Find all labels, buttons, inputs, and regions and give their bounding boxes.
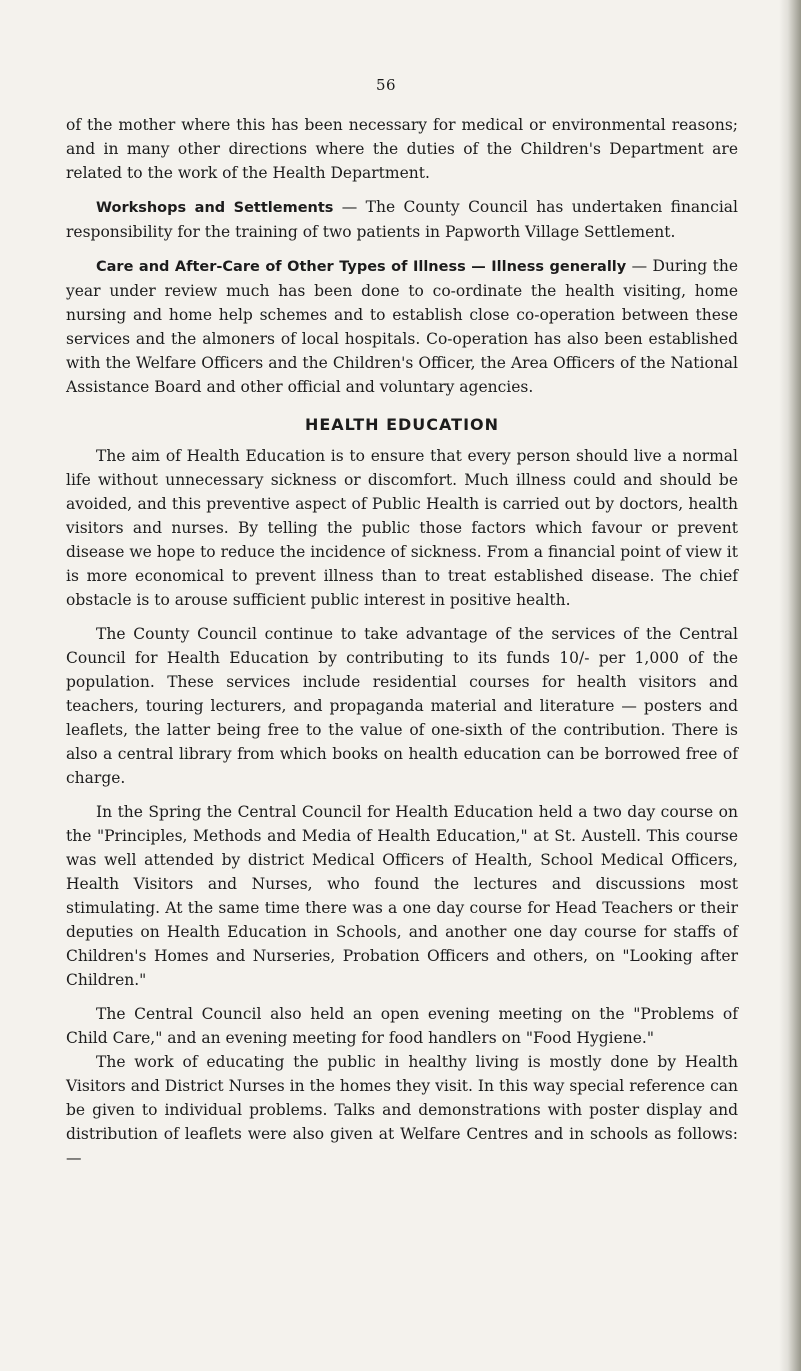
paragraph-heading-workshops: Workshops and Settlements xyxy=(96,200,334,216)
paragraph-continuation: of the mother where this has been necessary for medical or environmental reasons; and in many other directions where the duties of the Children's Department are related to the work of the Health Department. xyxy=(66,116,738,182)
paragraph-evening-meeting: The Central Council also held an open evening meeting on the "Problems of Child Care," and an evening meeting for food handlers on "Food Hygiene." xyxy=(66,1005,738,1047)
section-title: HEALTH EDUCATION xyxy=(304,415,500,434)
paragraph-aim: The aim of Health Education is to ensure that every person should live a normal life without unnecessary sickness or discomfort. Much illness could and should be avoided, and this preventive aspect of Public Health is carried out by doctors, health visitors and nurses. By telling the public those factors which favour or prevent disease we hope to reduce the incidence of sickness. From a financial point of view it is more economical to prevent illness than to treat established disease. The chief obstacle is to arouse sufficient public interest in positive health. xyxy=(66,447,738,609)
document-body xyxy=(66,113,738,1170)
paragraph-spring-course: In the Spring the Central Council for Health Education held a two day course on the "Principles, Methods and Media of Health Education," at St. Austell. This course was well attended by district Medical Officers of Health, School Medical Officers, Health Visitors and Nurses, who found the lectures and discussions most stimulating. At the same time there was a one day course for Head Teachers or their deputies on Health Education in Schools, and another one day course for staffs of Children's Homes and Nurseries, Probation Officers and others, on "Looking after Children." xyxy=(66,803,738,989)
paragraph-care xyxy=(66,254,738,399)
paragraph-body-care: — During the year under review much has been done to co-ordinate the health visiting, home nursing and home help schemes and to establish close co-operation between these services and the almoners of local hospitals. Co-operation has also been established with the Welfare Officers and the Children's Officer, the Area Officers of the National Assistance Board and other official and voluntary agencies. xyxy=(66,257,738,396)
paragraph-county-council: The County Council continue to take advantage of the services of the Central Council for Health Education by contributing to its funds 10/- per 1,000 of the population. These services include residential courses for health visitors and teachers, touring lecturers, and propaganda material and literature — posters and leaflets, the latter being free to the value of one-sixth of the contribution. There is also a central library from which books on health education can be borrowed free of charge. xyxy=(66,625,738,787)
page-edge-shadow xyxy=(779,0,801,1371)
paragraph-body-workshops: — The County Council has undertaken financial responsibility for the training of two patients in Papworth Village Settlement. xyxy=(66,198,738,241)
page-number: 56 xyxy=(376,76,397,94)
paragraph-workshops xyxy=(66,195,738,244)
paragraph-heading-care: Care and After-Care of Other Types of Illness — Illness generally xyxy=(96,259,627,275)
paragraph-healthy-living: The work of educating the public in healthy living is mostly done by Health Visitors and District Nurses in the homes they visit. In this way special reference can be given to individual problems. Talks and demonstrations with poster display and distribution of leaflets were also given at Welfare Centres and in schools as follows:— xyxy=(66,1053,738,1167)
